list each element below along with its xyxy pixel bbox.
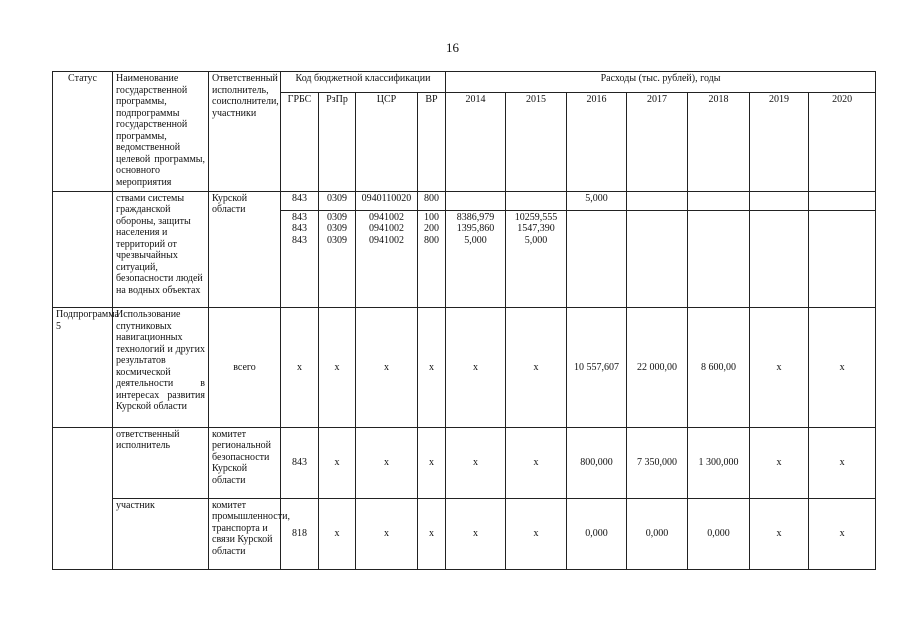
y2016-cell: 5,000 [567, 191, 627, 210]
executor-responsible: комитет региональной безопасности Курской области [209, 427, 281, 498]
y2016-cell: 10 557,607 [567, 308, 627, 428]
table-row [53, 308, 876, 428]
y2020-cell: x [809, 308, 876, 428]
header-vr: ВР [418, 93, 446, 191]
header-row-top [53, 72, 876, 93]
y2016-cell [567, 210, 627, 307]
role-participant: участник [113, 498, 209, 569]
header-year-2020: 2020 [809, 93, 876, 191]
rzpr-cell: x [319, 498, 356, 569]
status-cell-empty [53, 191, 113, 308]
rzpr-cell: 0309 0309 0309 [319, 210, 356, 307]
rzpr-cell: x [319, 308, 356, 428]
y2018-cell [688, 210, 750, 307]
header-year-2019: 2019 [750, 93, 809, 191]
status-cell-empty [53, 498, 113, 569]
page-number: 16 [446, 40, 459, 55]
header-name: Наименование государственной программы, подпрограммы государственной программы, ведомственной целевой программы, основного мероприятия [113, 72, 209, 192]
header-year-2016: 2016 [567, 93, 627, 191]
y2015-cell: x [506, 427, 567, 498]
vr-cell: 800 [418, 191, 446, 210]
header-year-2018: 2018 [688, 93, 750, 191]
grbs-cell: 818 [281, 498, 319, 569]
y2020-cell [809, 210, 876, 307]
grbs-cell: 843 [281, 191, 319, 210]
y2018-cell [688, 191, 750, 210]
vr-cell: x [418, 308, 446, 428]
csr-cell: x [356, 427, 418, 498]
y2019-cell [750, 191, 809, 210]
grbs-cell: 843 [281, 427, 319, 498]
vr-cell: x [418, 427, 446, 498]
y2017-cell: 22 000,00 [627, 308, 688, 428]
table-row [53, 191, 876, 210]
y2017-cell: 0,000 [627, 498, 688, 569]
csr-cell: 0940110020 [356, 191, 418, 210]
header-expenses: Расходы (тыс. рублей), годы [446, 72, 876, 93]
header-budget-code: Код бюджетной классификации [281, 72, 446, 93]
continuation-executor: Курской области [209, 191, 281, 308]
y2020-cell: x [809, 498, 876, 569]
y2015-cell: x [506, 308, 567, 428]
y2019-cell: x [750, 308, 809, 428]
csr-cell: 0941002 0941002 0941002 [356, 210, 418, 307]
y2014-cell [446, 191, 506, 210]
y2018-cell: 1 300,000 [688, 427, 750, 498]
header-csr: ЦСР [356, 93, 418, 191]
header-status: Статус [53, 72, 113, 192]
y2018-cell: 0,000 [688, 498, 750, 569]
table-row [53, 427, 876, 498]
grbs-cell: 843 843 843 [281, 210, 319, 307]
header-year-2017: 2017 [627, 93, 688, 191]
header-executor: Ответственный исполнитель, соисполнители, участники [209, 72, 281, 192]
y2017-cell: 7 350,000 [627, 427, 688, 498]
budget-table [52, 71, 876, 570]
subprogram-name: Использование спутниковых навигационных технологий и других результатов космической деятельности в интересах развития Курской области [113, 308, 209, 428]
y2014-cell: x [446, 498, 506, 569]
status-cell-empty [53, 427, 113, 498]
y2019-cell: x [750, 427, 809, 498]
y2015-cell: 10259,555 1547,390 5,000 [506, 210, 567, 307]
continuation-name: ствами системы гражданской обороны, защиты населения и территорий от чрезвычайных ситуаций, безопасности людей на водных объектах [113, 191, 209, 308]
y2015-cell: x [506, 498, 567, 569]
role-responsible: ответственный исполнитель [113, 427, 209, 498]
rzpr-cell: 0309 [319, 191, 356, 210]
y2018-cell: 8 600,00 [688, 308, 750, 428]
y2017-cell [627, 210, 688, 307]
header-rzpr: РзПр [319, 93, 356, 191]
y2019-cell [750, 210, 809, 307]
y2020-cell: x [809, 427, 876, 498]
y2016-cell: 800,000 [567, 427, 627, 498]
y2020-cell [809, 191, 876, 210]
y2014-cell: 8386,979 1395,860 5,000 [446, 210, 506, 307]
executor-total: всего [209, 308, 281, 428]
executor-participant: комитет промышленности, транспорта и связи Курской области [209, 498, 281, 569]
y2014-cell: x [446, 308, 506, 428]
grbs-cell: x [281, 308, 319, 428]
vr-cell: x [418, 498, 446, 569]
header-year-2014: 2014 [446, 93, 506, 191]
table-row [53, 498, 876, 569]
y2019-cell: x [750, 498, 809, 569]
csr-cell: x [356, 498, 418, 569]
subprogram-status: Подпрограмма 5 [53, 308, 113, 428]
rzpr-cell: x [319, 427, 356, 498]
y2016-cell: 0,000 [567, 498, 627, 569]
csr-cell: x [356, 308, 418, 428]
header-grbs: ГРБС [281, 93, 319, 191]
y2017-cell [627, 191, 688, 210]
header-year-2015: 2015 [506, 93, 567, 191]
vr-cell: 100 200 800 [418, 210, 446, 307]
y2014-cell: x [446, 427, 506, 498]
y2015-cell [506, 191, 567, 210]
